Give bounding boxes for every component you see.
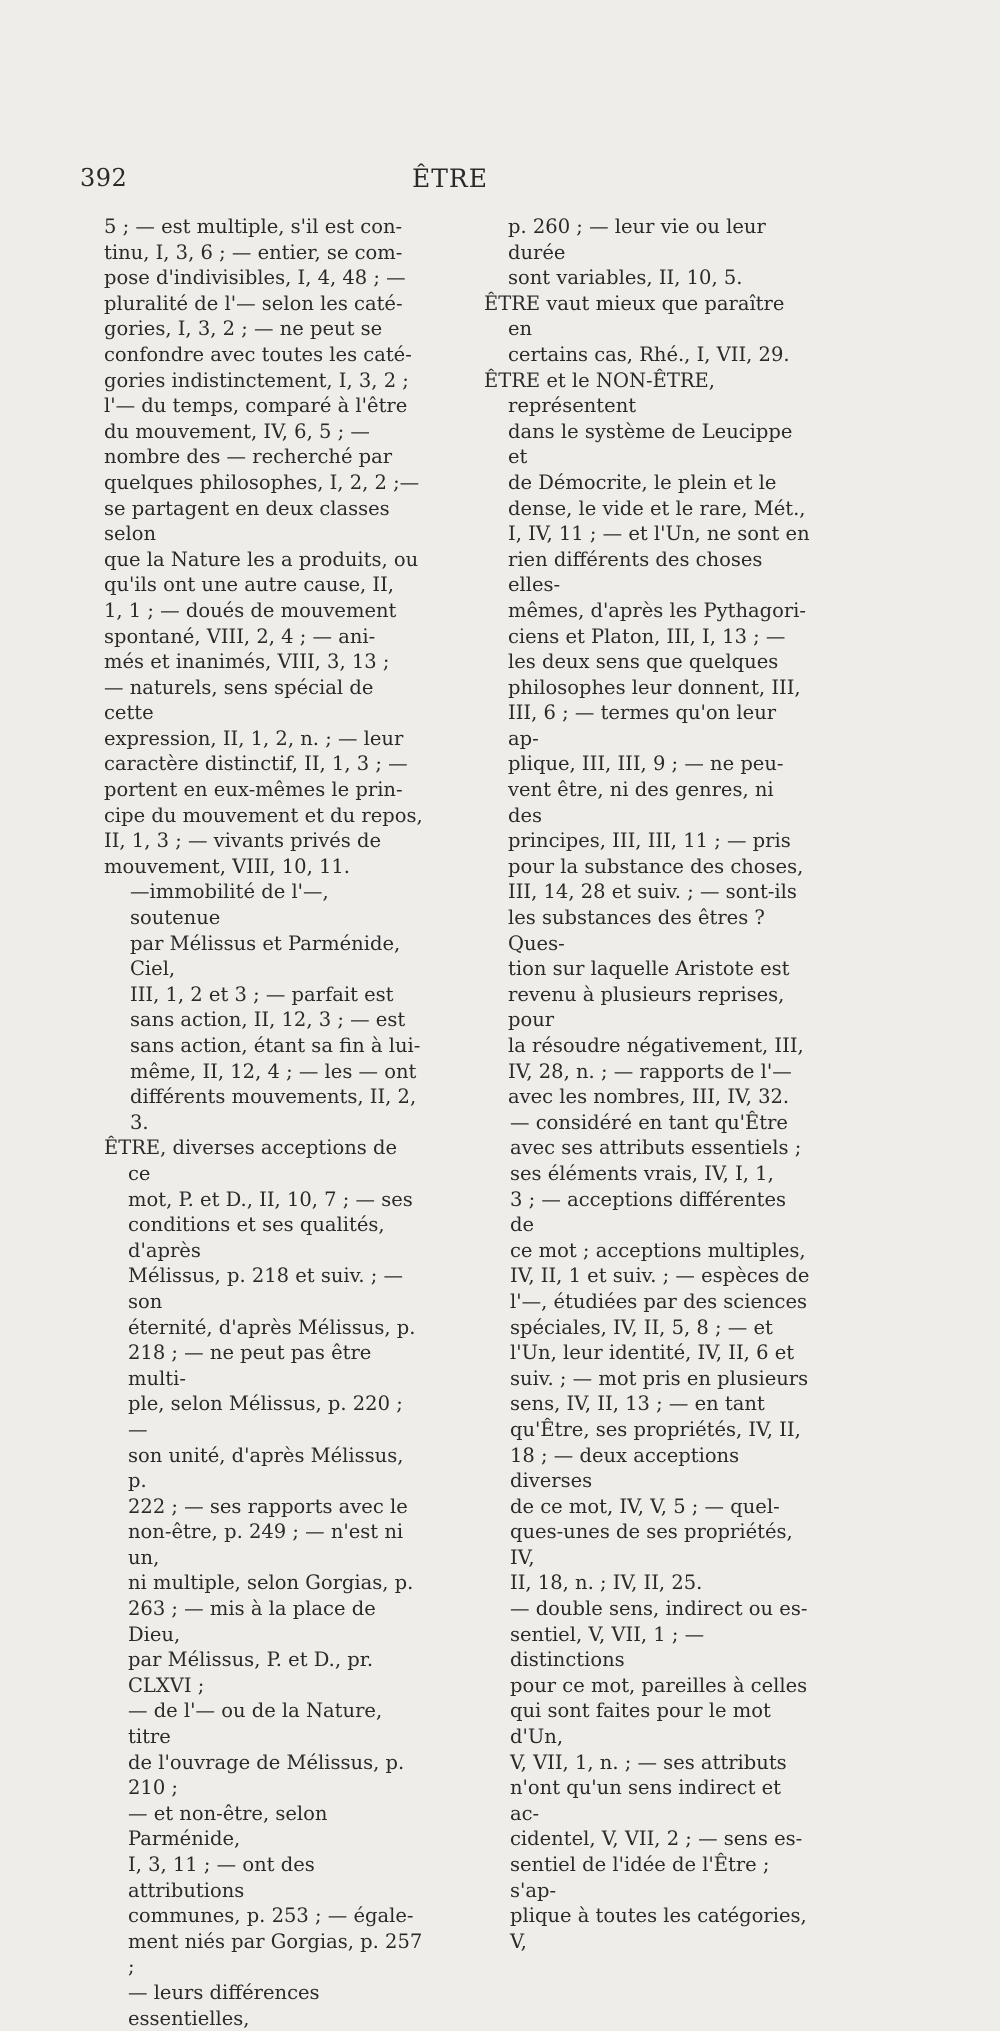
- index-entry-etre-non-etre: ÊTRE et le NON-ÊTRE, représentent dans le système de Leucippe et de Démocrite, le plein et le dense, le vide et le rare, Mét., I, IV, 11 ; — et l'Un, ne sont en rien différents des choses elles- mêmes, d'après les Pythagori- ciens et Platon, III, I, 13 ; — les deux sens que quelques philosophes leur donnent, III, III, 6 ; — termes qu'on leur ap- plique, III, III, 9 ; — ne peu- vent être, ni des genres, ni des principes, III, III, 11 ; — pris pour la substance des choses, III, 14, 28 et suiv. ; — sont-ils les substances des êtres ? Ques- tion sur laquelle Aristote est revenu à plusieurs reprises, pour la résoudre négativement, III, IV, 28, n. ; — rapports de l'— avec les nombres, III, IV, 32.: [484, 368, 810, 1109]
- left-column: [104, 214, 425, 2031]
- right-column: [484, 214, 812, 1954]
- index-subentry: —immobilité de l'—, soutenue par Mélissus et Parménide, Ciel, III, 1, 2 et 3 ; — parfait est sans action, II, 12, 3 ; — est sans action, étant sa fin à lui- même, II, 12, 4 ; — les — ont différents mouvements, II, 2, 3.: [130, 880, 421, 1134]
- index-subentry: — considéré en tant qu'Être avec ses attributs essentiels ; ses éléments vrais, IV, I, 1, 3 ; — acceptions différentes de ce mot ; acceptions multiples, IV, II, 1 et suiv. ; — espèces de l'—, étudiées par des sciences spéciales, IV, II, 5, 8 ; — et l'Un, leur identité, IV, II, 6 et suiv. ; — mot pris en plusieurs sens, IV, II, 13 ; — en tant qu'Être, ses propriétés, IV, II, 18 ; — deux acceptions diverses de ce mot, IV, V, 5 ; — quel- ques-unes de ses propriétés, IV, II, 18, n. ; IV, II, 25.: [510, 1110, 810, 1595]
- page-number: 392: [80, 164, 128, 192]
- index-entry-continuation: p. 260 ; — leur vie ou leur durée sont variables, II, 10, 5.: [508, 215, 766, 290]
- running-title: ÊTRE: [412, 164, 488, 193]
- index-entry-etre: ÊTRE, diverses acceptions de ce mot, P. et D., II, 10, 7 ; — ses conditions et ses qualités, d'après Mélissus, p. 218 et suiv. ; — son éternité, d'après Mélissus, p. 218 ; — ne peut pas être multi- ple, selon Mélissus, p. 220 ; — son unité, d'après Mélissus, p. 222 ; — ses rapports avec le non-être, p. 249 ; — n'est ni un, ni multiple, selon Gorgias, p. 263 ; — mis à la place de Dieu, par Mélissus, P. et D., pr. CLXVI ; — de l'— ou de la Nature, titre de l'ouvrage de Mélissus, p. 210 ; — et non-être, selon Parménide, I, 3, 11 ; — ont des attributions communes, p. 253 ; — égale- ment niés par Gorgias, p. 257 ; — leurs différences essentielles,: [104, 1136, 423, 2030]
- index-subentry: — double sens, indirect ou es- sentiel, V, VII, 1 ; — distinctions pour ce mot, pareilles à celles qui sont faites pour le mot d'Un, V, VII, 1, n. ; — ses attributs n'ont qu'un sens indirect et ac- cidentel, V, VII, 2 ; — sens es- sentiel de l'idée de l'Être ; s'ap- plique à toutes les catégories, V,: [510, 1597, 808, 1953]
- index-entry-continuation: 5 ; — est multiple, s'il est con- tinu, I, 3, 6 ; — entier, se com- pose d'indivisibles, I, 4, 48 ; — pluralité de l'— selon les caté- gories, I, 3, 2 ; — ne peut se confondre avec toutes les caté- gories indistinctement, I, 3, 2 ; l'— du temps, comparé à l'être du mouvement, IV, 6, 5 ; — nombre des — recherché par quelques philosophes, I, 2, 2 ;— se partagent en deux classes selon que la Nature les a produits, ou qu'ils ont une autre cause, II, 1, 1 ; — doués de mouvement spontané, VIII, 2, 4 ; — ani- més et inanimés, VIII, 3, 13 ; — naturels, sens spécial de cette expression, II, 1, 2, n. ; — leur caractère distinctif, II, 1, 3 ; — portent en eux-mêmes le prin- cipe du mouvement et du repos, II, 1, 3 ; — vivants privés de mouvement, VIII, 10, 11.: [104, 215, 423, 878]
- index-entry-etre-paraitre: ÊTRE vaut mieux que paraître en certains cas, Rhé., I, VII, 29.: [484, 291, 790, 366]
